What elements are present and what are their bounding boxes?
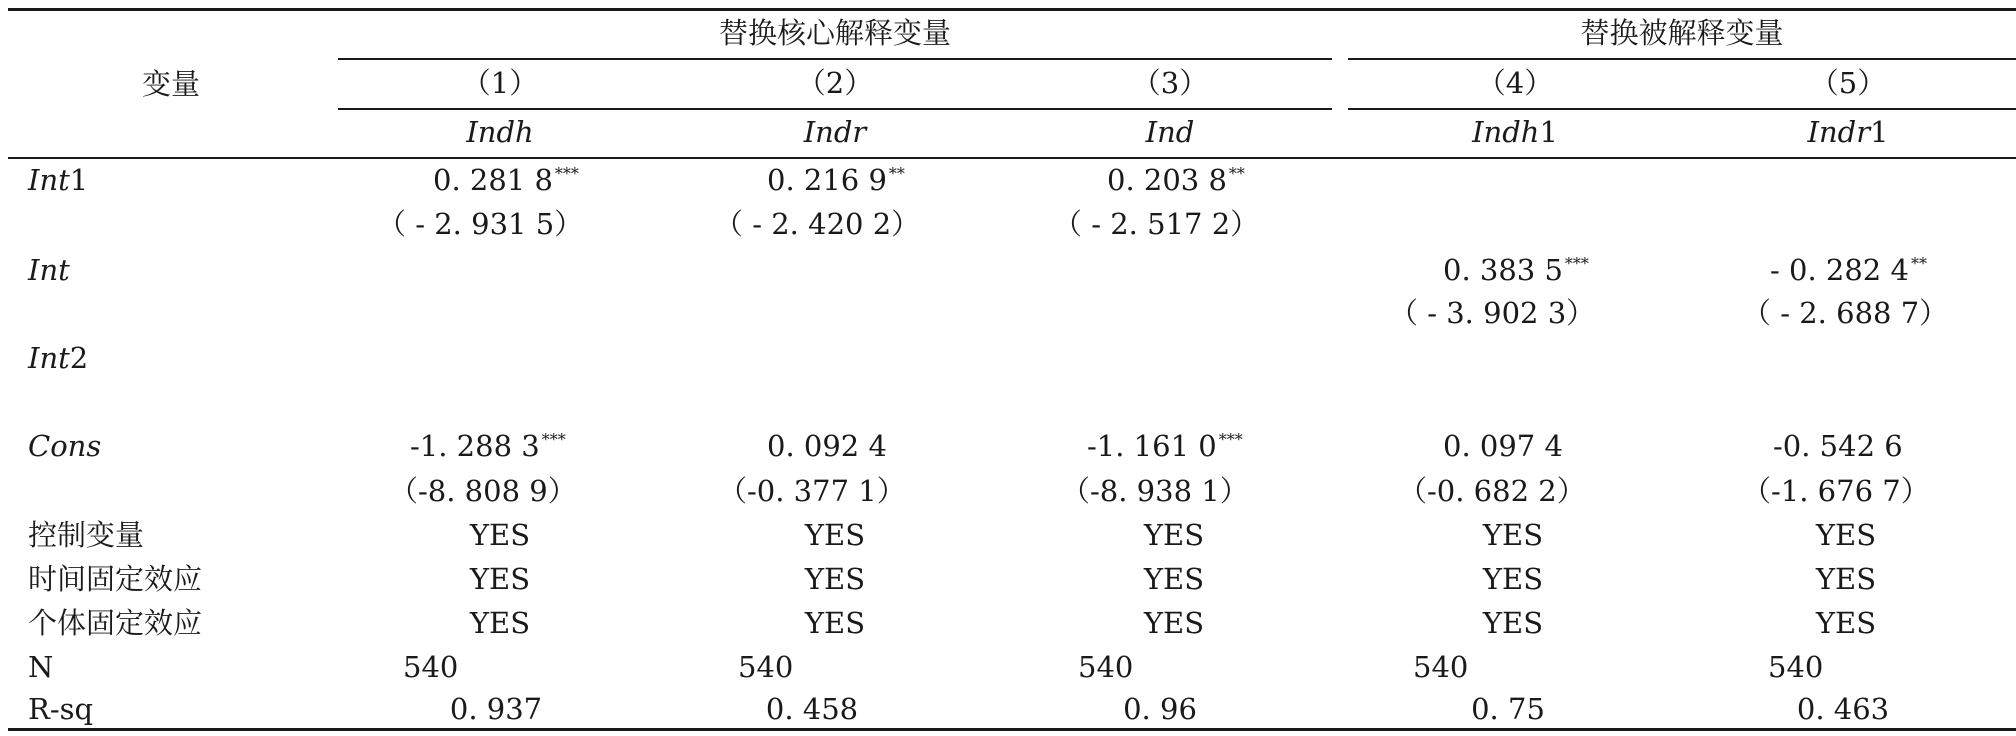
row-label-int: Int — [28, 253, 70, 287]
coef-cons-col3: -1. 161 0 *** — [1087, 429, 1243, 463]
rsq-col1: 0. 937 — [449, 692, 543, 726]
coef-cons-col4: 0. 097 4 — [1443, 429, 1563, 463]
column-number-5: （5） — [1809, 66, 1887, 100]
time-fe-col3: YES — [1143, 562, 1205, 596]
controls-col5: YES — [1815, 518, 1877, 552]
significance-stars: ** — [1910, 254, 1927, 273]
time-fe-col1: YES — [469, 562, 531, 596]
significance-stars: ** — [1228, 164, 1245, 183]
group1-underline — [338, 58, 1332, 60]
rsq-col2: 0. 458 — [765, 692, 859, 726]
coef-int1-col3: 0. 203 8 ** — [1107, 163, 1245, 197]
column-variable-3: Ind — [1145, 115, 1195, 149]
colnum-underline-2 — [1348, 108, 2016, 110]
se-int-col4: （ - 3. 902 3） — [1389, 296, 1596, 330]
se-int1-col3: （ - 2. 517 2） — [1053, 207, 1260, 241]
coef-cons-col2: 0. 092 4 — [767, 429, 887, 463]
variable-header: 变量 — [141, 67, 201, 101]
se-cons-col2: （-0. 377 1） — [718, 474, 906, 508]
group-header-core-variable: 替换核心解释变量 — [718, 16, 952, 50]
significance-stars: ** — [888, 164, 905, 183]
se-int-col5: （ - 2. 688 7） — [1742, 296, 1949, 330]
coef-cons-col1: -1. 288 3 *** — [410, 429, 566, 463]
top-rule — [8, 8, 2016, 11]
se-cons-col3: （-8. 938 1） — [1061, 474, 1249, 508]
se-cons-col1: （-8. 808 9） — [389, 474, 577, 508]
indiv-fe-col1: YES — [469, 606, 531, 640]
column-variable-4: Indh1 — [1472, 115, 1558, 149]
significance-stars: *** — [541, 430, 566, 449]
column-number-4: （4） — [1476, 66, 1554, 100]
coef-cons-col5: -0. 542 6 — [1773, 429, 1903, 463]
indiv-fe-col3: YES — [1143, 606, 1205, 640]
group-header-dependent-variable: 替换被解释变量 — [1580, 16, 1784, 50]
time-fe-col2: YES — [804, 562, 866, 596]
significance-stars: *** — [554, 164, 579, 183]
colnum-underline-1 — [338, 108, 1332, 110]
row-label-time-fe: 时间固定效应 — [28, 562, 203, 596]
row-label-n: N — [28, 650, 54, 684]
significance-stars: *** — [1218, 430, 1243, 449]
coef-int-col4: 0. 383 5 *** — [1443, 253, 1589, 287]
se-cons-col4: （-0. 682 2） — [1398, 474, 1586, 508]
time-fe-col5: YES — [1815, 562, 1877, 596]
n-col1: 540 — [403, 650, 459, 684]
rsq-col5: 0. 463 — [1796, 692, 1890, 726]
se-int1-col1: （ - 2. 931 5） — [377, 207, 584, 241]
row-label-int2: Int2 — [28, 341, 89, 375]
n-col2: 540 — [738, 650, 794, 684]
column-variable-2: Indr — [803, 115, 867, 149]
column-number-2: （2） — [796, 66, 874, 100]
controls-col3: YES — [1143, 518, 1205, 552]
row-label-individual-fe: 个体固定效应 — [28, 606, 203, 640]
column-variable-5: Indr1 — [1807, 115, 1889, 149]
header-bottom-rule — [8, 157, 2016, 159]
row-label-int1: Int1 — [28, 163, 89, 197]
n-col3: 540 — [1078, 650, 1134, 684]
column-variable-1: Indh — [466, 115, 534, 149]
se-int1-col2: （ - 2. 420 2） — [714, 207, 921, 241]
time-fe-col4: YES — [1482, 562, 1544, 596]
rsq-col3: 0. 96 — [1123, 692, 1197, 726]
controls-col1: YES — [469, 518, 531, 552]
controls-col4: YES — [1482, 518, 1544, 552]
row-label-r-squared: R-sq — [28, 692, 94, 726]
group2-underline — [1348, 58, 2016, 60]
indiv-fe-col5: YES — [1815, 606, 1877, 640]
significance-stars: *** — [1564, 254, 1589, 273]
n-col4: 540 — [1413, 650, 1469, 684]
coef-int-col5: - 0. 282 4 ** — [1770, 253, 1927, 287]
indiv-fe-col4: YES — [1482, 606, 1544, 640]
bottom-rule — [8, 728, 2016, 731]
column-number-3: （3） — [1131, 66, 1209, 100]
column-number-1: （1） — [461, 66, 539, 100]
row-label-controls: 控制变量 — [28, 518, 145, 552]
controls-col2: YES — [804, 518, 866, 552]
coef-int1-col2: 0. 216 9 ** — [767, 163, 905, 197]
row-label-cons: Cons — [28, 429, 102, 463]
rsq-col4: 0. 75 — [1471, 692, 1545, 726]
n-col5: 540 — [1768, 650, 1824, 684]
indiv-fe-col2: YES — [804, 606, 866, 640]
se-cons-col5: （-1. 676 7） — [1742, 474, 1930, 508]
coef-int1-col1: 0. 281 8 *** — [433, 163, 579, 197]
